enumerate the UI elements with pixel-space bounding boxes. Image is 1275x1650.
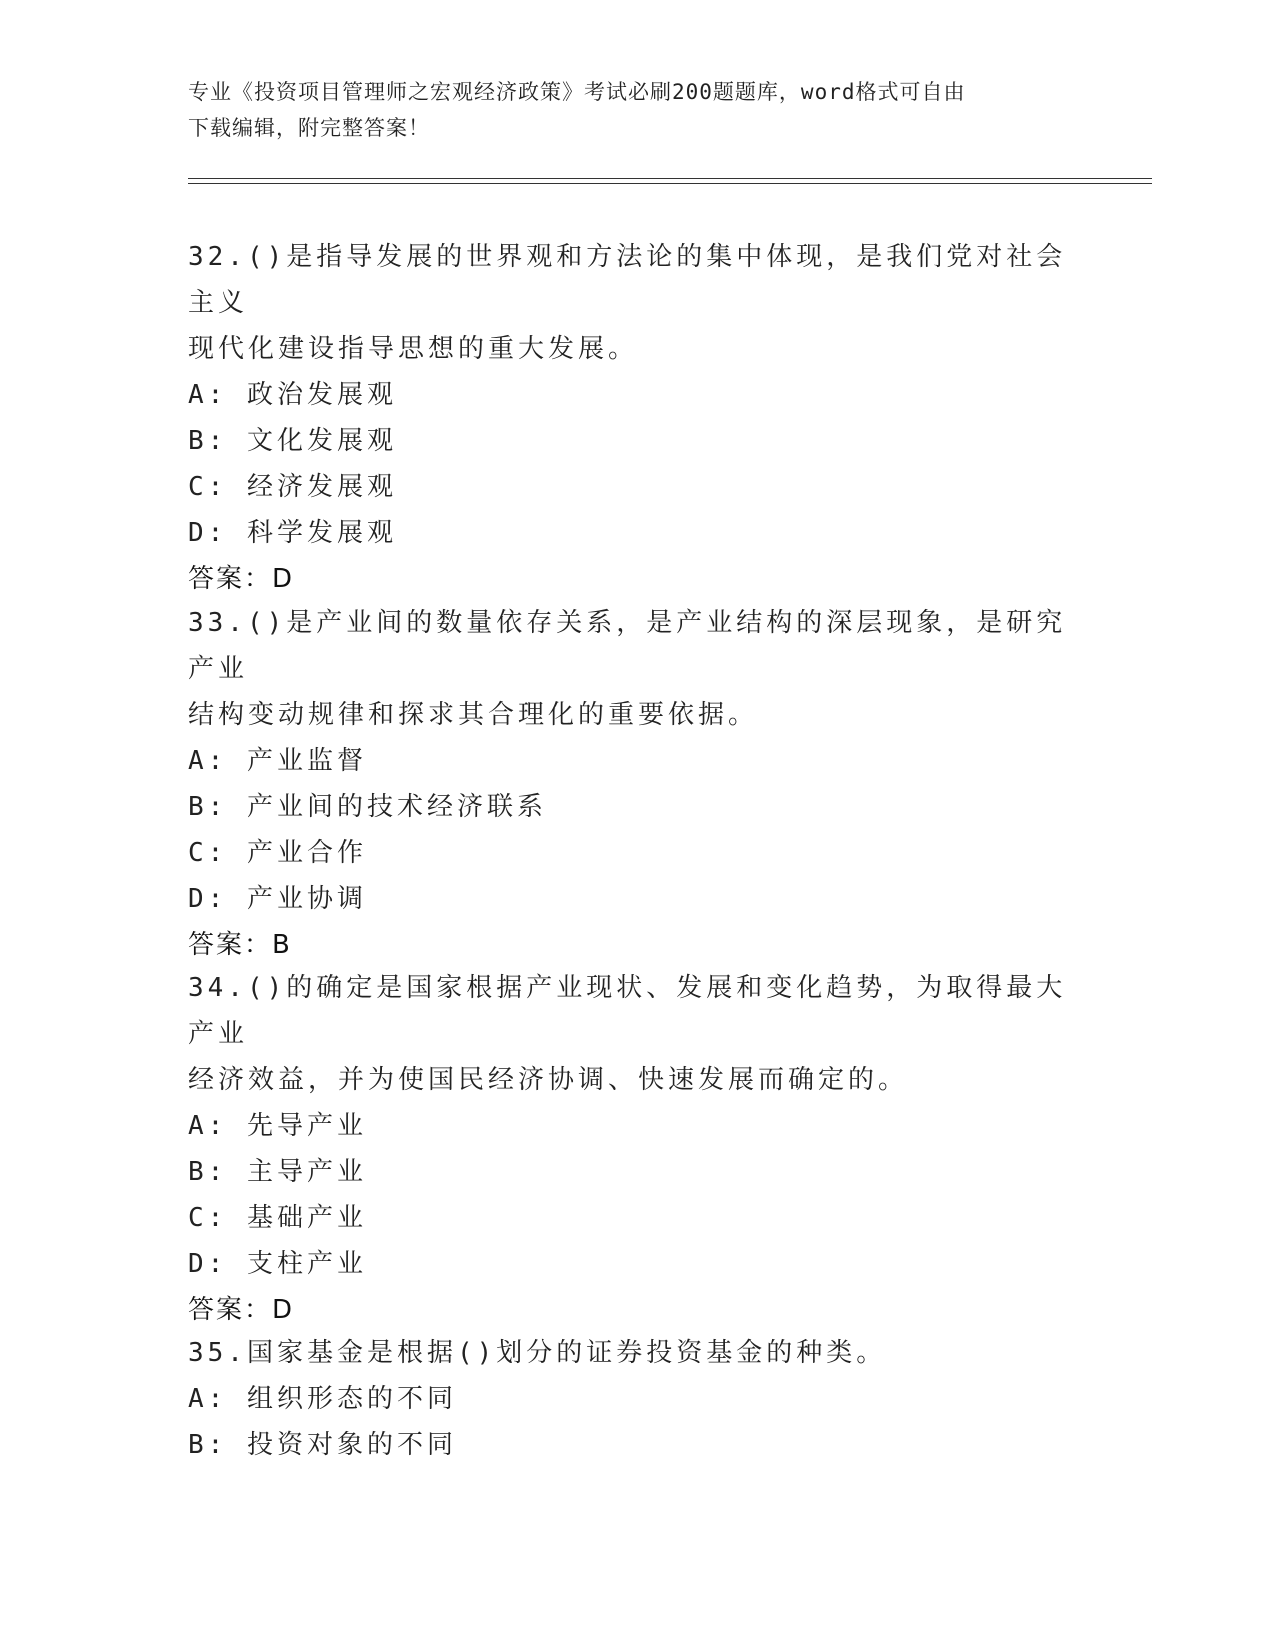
answer: 答案：D bbox=[188, 564, 295, 594]
question-text-line-1: 34.()的确定是国家根据产业现状、发展和变化趋势，为取得最大产业 bbox=[188, 973, 1067, 1049]
option-b: B: 文化发展观 bbox=[188, 426, 397, 456]
option-b: B: 产业间的技术经济联系 bbox=[188, 792, 547, 822]
question-text-line-1: 33.()是产业间的数量依存关系，是产业结构的深层现象，是研究产业 bbox=[188, 608, 1067, 684]
option-d: D: 支柱产业 bbox=[188, 1249, 367, 1279]
option-a: A: 政治发展观 bbox=[188, 380, 397, 410]
option-b: B: 投资对象的不同 bbox=[188, 1430, 457, 1460]
header-rule-bottom bbox=[188, 183, 1152, 184]
question-33 bbox=[188, 600, 1088, 968]
option-d: D: 产业协调 bbox=[188, 884, 367, 914]
option-d: D: 科学发展观 bbox=[188, 518, 397, 548]
option-b: B: 主导产业 bbox=[188, 1157, 367, 1187]
question-text-line-2: 经济效益，并为使国民经济协调、快速发展而确定的。 bbox=[188, 1065, 909, 1095]
header-line-2: 下载编辑，附完整答案！ bbox=[188, 116, 430, 140]
option-c: C: 产业合作 bbox=[188, 838, 367, 868]
header-rule-top bbox=[188, 178, 1152, 179]
option-a: A: 产业监督 bbox=[188, 746, 367, 776]
option-a: A: 组织形态的不同 bbox=[188, 1384, 457, 1414]
option-c: C: 基础产业 bbox=[188, 1203, 367, 1233]
question-text-line-2: 结构变动规律和探求其合理化的重要依据。 bbox=[188, 700, 759, 730]
question-35 bbox=[188, 1330, 1088, 1468]
question-text-line-1: 32.()是指导发展的世界观和方法论的集中体现，是我们党对社会主义 bbox=[188, 242, 1067, 318]
question-32 bbox=[188, 234, 1088, 602]
question-text-line-1: 35.国家基金是根据()划分的证券投资基金的种类。 bbox=[188, 1338, 887, 1368]
question-text-line-2: 现代化建设指导思想的重大发展。 bbox=[188, 334, 639, 364]
header-line-1: 专业《投资项目管理师之宏观经济政策》考试必刷200题题库，word格式可自由 bbox=[188, 80, 966, 104]
question-34 bbox=[188, 965, 1088, 1333]
answer: 答案：B bbox=[188, 930, 292, 960]
option-c: C: 经济发展观 bbox=[188, 472, 397, 502]
option-a: A: 先导产业 bbox=[188, 1111, 367, 1141]
answer: 答案：D bbox=[188, 1295, 295, 1325]
document-header bbox=[188, 74, 1068, 146]
